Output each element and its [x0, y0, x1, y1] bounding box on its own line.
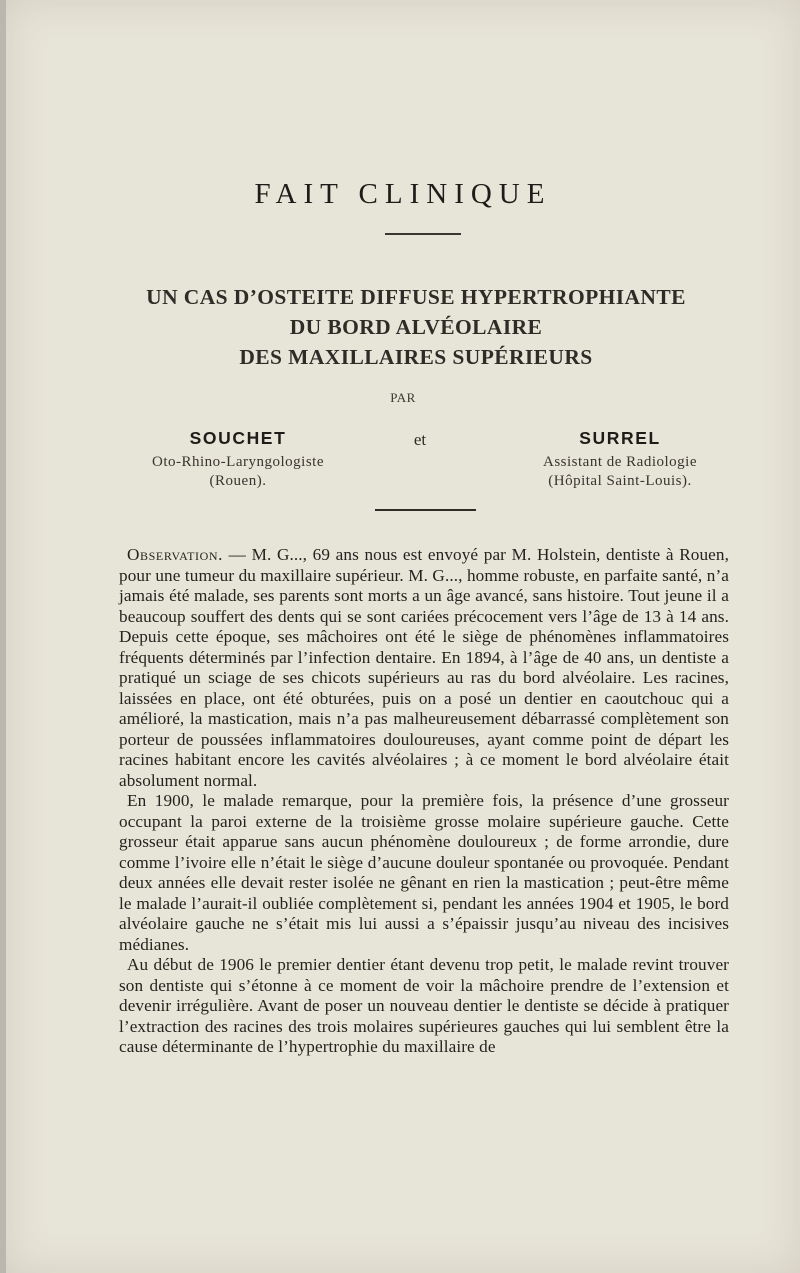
decorative-rule-middle [375, 509, 476, 511]
byline-par: PAR [390, 390, 416, 405]
author-affiliation: (Hôpital Saint-Louis). [548, 473, 692, 489]
article-title-line-3: DES MAXILLAIRES SUPÉRIEURS [239, 345, 593, 369]
author-affiliation: (Rouen). [209, 473, 267, 489]
article-title [86, 282, 746, 372]
section-heading: FAIT CLINIQUE [254, 178, 552, 210]
document-page [6, 0, 800, 1273]
author-role: Assistant de Radiologie [543, 454, 697, 470]
body-paragraph: Au début de 1906 le premier dentier étant devenu trop petit, le malade revint trouver son dentiste qui s’étonne à ce moment de voir la mâchoire prendre de l’extension et devenir irrégulière. Avant de poser un nouveau dentier le dentiste se décide à pratiquer l’extraction des racines des trois molaires supérieures gauches qui lui semblent être la cause déterminante de l’hypertrophie du maxillaire de [119, 955, 729, 1056]
author-name: SURREL [579, 428, 661, 448]
author-name: SOUCHET [189, 428, 287, 448]
author-surrel [512, 428, 728, 491]
author-souchet [124, 428, 352, 491]
decorative-rule-top [385, 233, 461, 235]
body-paragraph [119, 545, 729, 791]
article-title-line-2: DU BORD ALVÉOLAIRE [289, 315, 543, 339]
body-paragraph: En 1900, le malade remarque, pour la première fois, la présence d’une grosseur occupant la paroi externe de la troisième grosse molaire supérieure gauche. Cette grosseur était apparue sans aucun phénomène douloureux ; de forme arrondie, dure comme l’ivoire elle n’était le siège d’aucune douleur spontanée ou provoquée. Pendant deux années elle devait rester isolée ne gênant en rien la mastication ; peut-être même le malade l’aurait-il oubliée complètement si, pendant les années 1904 et 1905, le bord alvéolaire gauche ne s’était mis lui aussi a s’épaissir jusqu’au niveau des incisives médianes. [119, 791, 729, 954]
article-body [119, 545, 729, 1058]
paragraph-text: — M. G..., 69 ans nous est envoyé par M. Holstein, dentiste à Rouen, pour une tumeur du maxillaire supérieur. M. G..., homme robuste, en parfaite santé, n’a jamais été malade, ses parents sont morts a un âge avancé, sans histoire. Tout jeune il a beaucoup souffert des dents qui se sont cariées précocement vers l’âge de 13 à 14 ans. Depuis cette époque, ses mâchoires ont été le siège de phénomènes inflammatoires fréquents déterminés par l’infection dentaire. En 1894, à l’âge de 40 ans, un dentiste a pratiqué un sciage de ses chicots supérieurs au ras du bord alvéolaire. Les racines, laissées en place, ont été obturées, puis on a posé un dentier en caoutchouc qui a amélioré, la mastication, mais n’a pas malheureusement débarrassé complètement son porteur de poussées inflammatoires douloureuses, ayant comme point de départ les racines habitant encore les cavités alvéolaires ; à ce moment le bord alvéolaire était absolument normal. [119, 545, 729, 790]
author-role: Oto-Rhino-Laryngologiste [152, 454, 324, 470]
author-conjunction: et [413, 430, 427, 449]
observation-label: Observation. [127, 545, 224, 564]
article-title-line-1: UN CAS D’OSTEITE DIFFUSE HYPERTROPHIANTE [146, 285, 686, 309]
